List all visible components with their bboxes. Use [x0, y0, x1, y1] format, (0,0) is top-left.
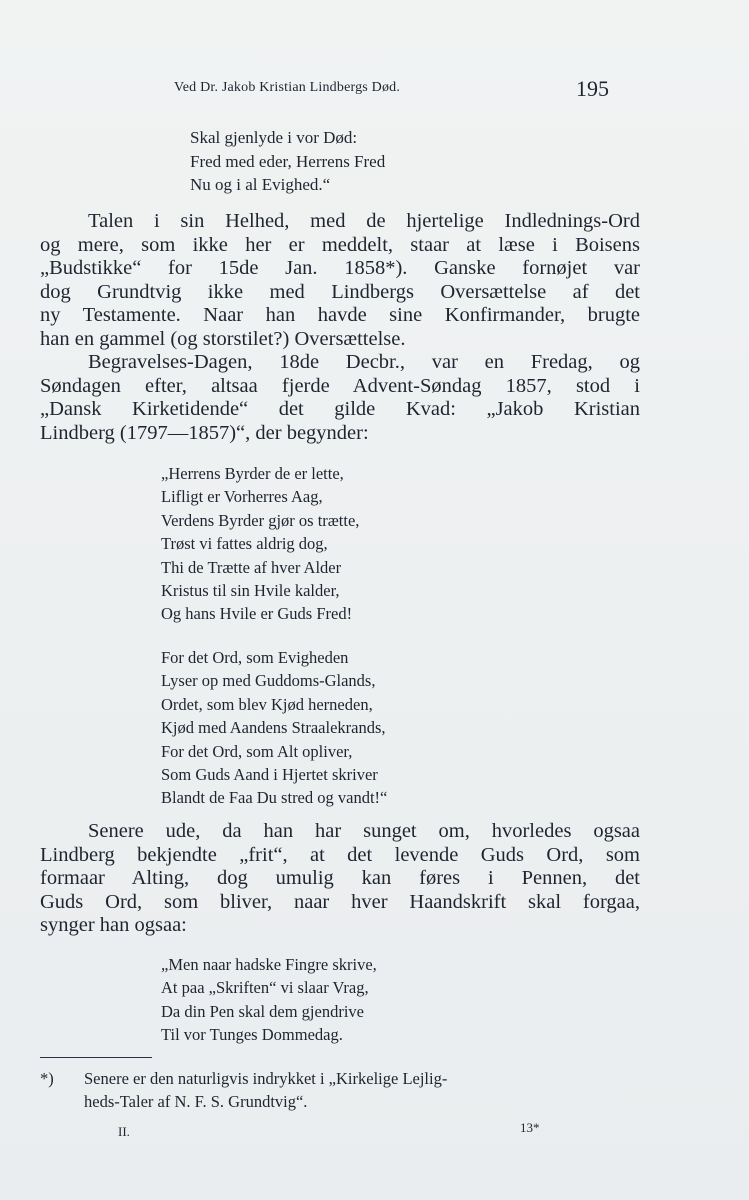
paragraph-1	[40, 210, 640, 351]
paragraph-line: „Budstikke“ for 15de Jan. 1858*). Ganske fornøjet var	[40, 257, 640, 279]
hymn-stanza-1	[161, 462, 359, 626]
footnote-marker: *)	[40, 1069, 54, 1088]
paragraph-line: dog Grundtvig ikke med Lindbergs Oversættelse af det	[40, 280, 640, 303]
footnote-rule	[40, 1057, 152, 1058]
paragraph-line: synger han ogsaa:	[40, 914, 187, 936]
paragraph-line: Senere ude, da han har sunget om, hvorledes ogsaa	[88, 820, 640, 842]
hymn-stanza-2	[161, 646, 387, 810]
volume-signature: II.	[118, 1124, 130, 1139]
verse-line: Skal gjenlyde i vor Død:	[190, 128, 358, 147]
paragraph-line: Lindberg (1797—1857)“, der begynder:	[40, 421, 369, 444]
verse-line: At paa „Skriften“ vi slaar Vrag,	[161, 978, 369, 998]
sheet-signature: 13*	[520, 1120, 540, 1135]
paragraph-line: „Dansk Kirketidende“ det gilde Kvad: „Jakob Kristian	[40, 398, 640, 420]
paragraph-line: Søndagen efter, altsaa fjerde Advent-Søndag 1857, stod i	[40, 374, 640, 397]
paragraph-2	[40, 351, 640, 445]
footnote-line: heds-Taler af N. F. S. Grundtvig“.	[84, 1092, 308, 1111]
verse-line: Nu og i al Evighed.“	[190, 175, 331, 194]
verse-line: Til vor Tunges Dommedag.	[161, 1025, 343, 1045]
paragraph-3	[40, 820, 640, 938]
verse-line: Fred med eder, Herrens Fred	[190, 151, 386, 171]
verse-line: Kristus til sin Hvile kalder,	[161, 581, 340, 601]
verse-line: Kjød med Aandens Straalekrands,	[161, 718, 386, 738]
running-title: Ved Dr. Jakob Kristian Lindbergs Død.	[174, 80, 401, 95]
paragraph-line: Begravelses-Dagen, 18de Decbr., var en Fredag, og	[88, 351, 640, 373]
footnote-line: Senere er den naturligvis indrykket i „Kirkelige Lejlig-	[84, 1069, 448, 1088]
paragraph-line: formaar Alting, dog umulig kan føres i Pennen, det	[40, 867, 640, 889]
verse-line: Som Guds Aand i Hjertet skriver	[161, 765, 378, 785]
verse-line: Lifligt er Vorherres Aag,	[161, 487, 323, 507]
paragraph-line: Talen i sin Helhed, med de hjertelige Indlednings-Ord	[88, 210, 640, 232]
paragraph-line: Guds Ord, som bliver, naar hver Haandskrift skal forgaa,	[40, 890, 640, 913]
verse-line: Da din Pen skal dem gjendrive	[161, 1001, 364, 1021]
verse-line: „Men naar hadske Fingre skrive,	[161, 955, 377, 974]
verse-line: Og hans Hvile er Guds Fred!	[161, 604, 353, 624]
opening-verse	[190, 126, 385, 197]
page-number: 195	[576, 76, 609, 101]
paragraph-line: ny Testamente. Naar han havde sine Konfirmander, brugte	[40, 304, 640, 326]
verse-line: Ordet, som blev Kjød herneden,	[161, 694, 373, 714]
verse-line: Lyser op med Guddoms-Glands,	[161, 671, 376, 691]
verse-line: „Herrens Byrder de er lette,	[161, 464, 344, 483]
verse-line: Verdens Byrder gjør os trætte,	[161, 510, 360, 530]
verse-line: Thi de Trætte af hver Alder	[161, 557, 342, 577]
verse-line: For det Ord, som Alt opliver,	[161, 741, 353, 761]
closing-verse	[161, 953, 377, 1047]
paragraph-line: og mere, som ikke her er meddelt, staar at læse i Boisens	[40, 233, 640, 256]
footnote	[40, 1067, 640, 1113]
verse-line: For det Ord, som Evigheden	[161, 648, 349, 667]
verse-line: Trøst vi fattes aldrig dog,	[161, 534, 328, 554]
paragraph-line: han en gammel (og storstilet?) Oversættelse.	[40, 327, 406, 350]
paragraph-line: Lindberg bekjendte „frit“, at det levende Guds Ord, som	[40, 843, 640, 866]
verse-line: Blandt de Faa Du stred og vandt!“	[161, 788, 388, 808]
